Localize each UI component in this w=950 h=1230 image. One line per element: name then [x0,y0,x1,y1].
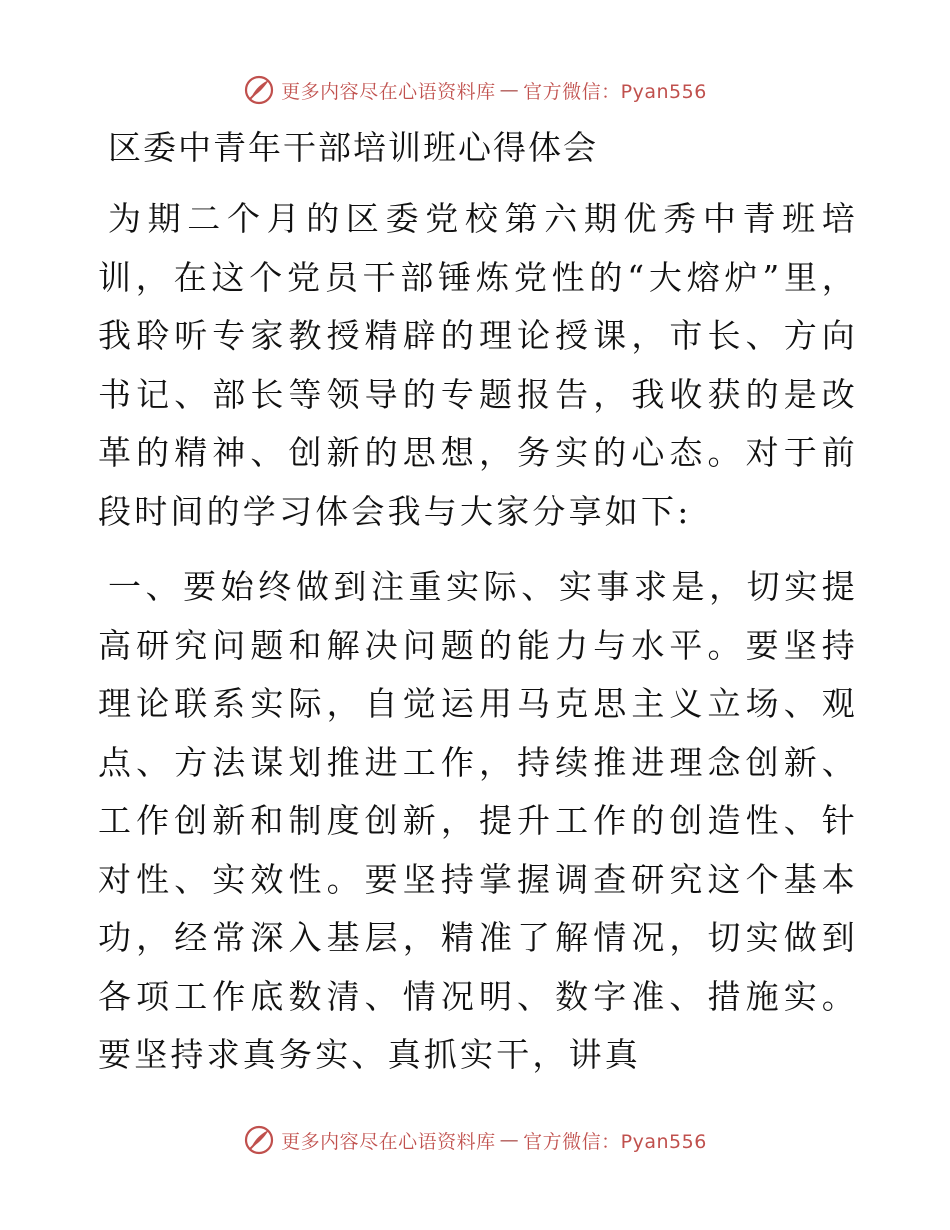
quill-logo-icon [243,74,275,106]
quill-logo-icon [243,1124,275,1156]
watermark-separator: — [499,79,520,101]
watermark-brand-text: 更多内容尽在心语资料库 [281,1130,496,1153]
footer-watermark [0,1120,950,1160]
watermark-separator: — [499,1129,520,1151]
watermark-wechat-text: 官方微信：Pyan556 [523,80,707,103]
document-title: 区委中青年干部培训班心得体会 [108,128,598,167]
header-watermark [0,70,950,110]
body-paragraph-1: 为期二个月的区委党校第六期优秀中青班培训，在这个党员干部锤炼党性的“大熔炉”里，我聆听专家教授精辟的理论授课，市长、方向书记、部长等领导的专题报告，我收获的是改革的精神、创新的思想，务实的心态。对于前段时间的学习体会我与大家分享如下: [98,199,858,531]
body-paragraph-2: 一、要始终做到注重实际、实事求是，切实提高研究问题和解决问题的能力与水平。要坚持理论联系实际，自觉运用马克思主义立场、观点、方法谋划推进工作，持续推进理念创新、工作创新和制度创新，提升工作的创造性、针对性、实效性。要坚持掌握调查研究这个基本功，经常深入基层，精准了解情况，切实做到各项工作底数清、情况明、数字准、措施实。要坚持求真务实、真抓实干，讲真 [98,567,858,1074]
watermark-wechat-text: 官方微信：Pyan556 [523,1130,707,1153]
watermark-brand-text: 更多内容尽在心语资料库 [281,80,496,103]
